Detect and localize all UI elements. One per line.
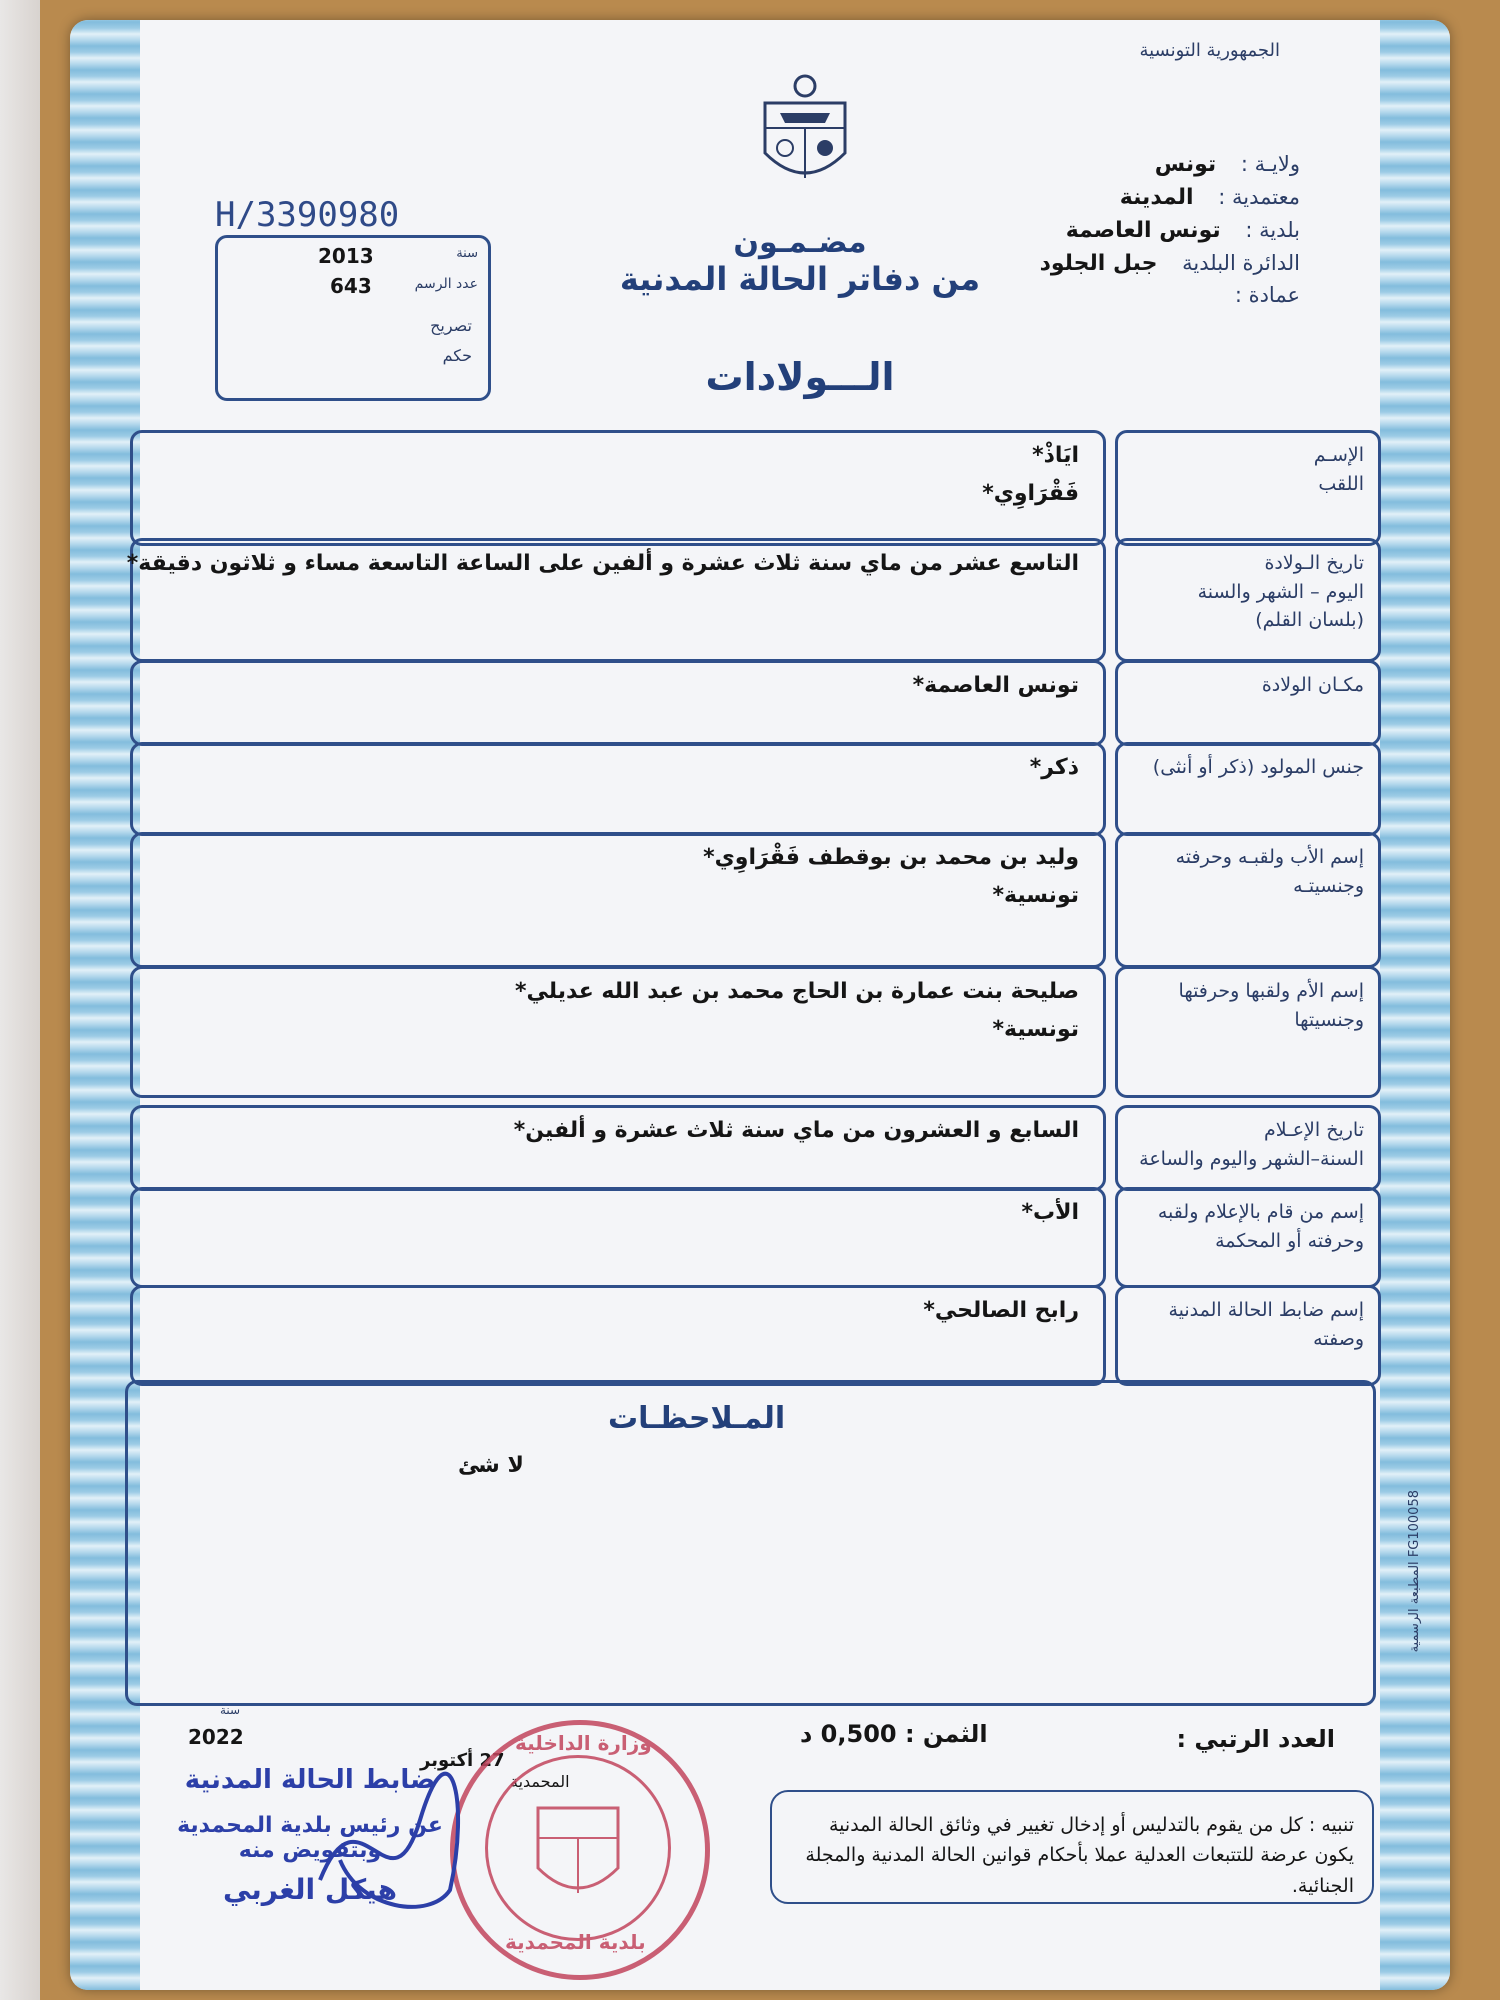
field-label-box [1115, 660, 1381, 746]
field-label: إسم من قام بالإعلام ولقبه وحرفته أو المحكمة [1157, 1201, 1364, 1252]
issue-year-label: سنة [220, 1703, 241, 1717]
field-label: تاريخ الإعـلام السنة–الشهر واليوم والساعة [1139, 1119, 1364, 1170]
tunisia-coat-of-arms-icon [750, 68, 860, 198]
field-label: جنس المولود (ذكر أو أنثى) [1152, 756, 1364, 778]
field-label: مكـان الولادة [1261, 674, 1364, 696]
field-value-box [130, 1285, 1106, 1386]
stamp-inner-ring [485, 1755, 671, 1941]
field-value-box [130, 966, 1106, 1098]
field-value: تونسية* [992, 883, 1079, 908]
field-value: ايَاذْ* [1032, 443, 1079, 468]
daira-label: الدائرة البلدية [1182, 251, 1300, 275]
imada-label: عمادة : [1234, 283, 1300, 307]
warning-text: تنبيه : كل من يقوم بالتدليس أو إدخال تغيير في وثائق الحالة المدنية يكون عرضة للتتبعات العدلية عملا بأحكام قوانين الحالة المدنية والمجلة الجنائية. [805, 1814, 1354, 1897]
decorative-border-right [1380, 20, 1450, 1990]
republic-title: الجمهورية التونسية [1139, 40, 1280, 61]
field-label-box [1115, 430, 1381, 546]
signature-line-1: ضابط الحالة المدنية [184, 1765, 436, 1795]
field-label: إسم الأم ولقبها وحرفتها وجنسيتها [1178, 980, 1364, 1031]
year-label: سنة [456, 246, 478, 261]
field-label-box [1115, 832, 1381, 968]
mootamadiya-line [940, 181, 1300, 214]
wilaya-value: تونس [1154, 152, 1217, 177]
birth-certificate-document [70, 20, 1450, 1990]
field-label-box [1115, 742, 1381, 836]
remarks-value: لا شئ [458, 1453, 524, 1478]
field-value-box [126, 538, 1106, 662]
field-label-box [1115, 966, 1381, 1098]
signature-line-4: هيكل الغربي [222, 1873, 398, 1906]
judgment-label: حكم [442, 346, 472, 365]
field-label: إسم الأب ولقبـه وحرفته وجنسيتـه [1175, 846, 1364, 897]
issue-date-value: 27 أكتوبر [420, 1750, 505, 1771]
field-value-box [130, 660, 1106, 746]
field-value: التاسع عشر من ماي سنة ثلاث عشرة و ألفين على الساعة التاسعة مساء و ثلاثون دقيقة* [126, 551, 1079, 576]
field-label: إسم ضابط الحالة المدنية وصفته [1168, 1299, 1364, 1350]
stamp-bottom-text: بلدية المحمدية [505, 1930, 646, 1954]
mootamadiya-value: المدينة [1119, 185, 1194, 210]
field-value-box [130, 832, 1106, 968]
document-title [550, 225, 1050, 298]
record-number-label: عدد الرسم [414, 276, 478, 292]
field-value-box [130, 1187, 1106, 1288]
field-value: صليحة بنت عمارة بن الحاج محمد بن عبد الله عديلي* [515, 979, 1079, 1004]
issue-place-value: المحمدية [510, 1772, 570, 1791]
wilaya-label: ولايـة : [1240, 152, 1300, 176]
field-value: تونس العاصمة* [912, 673, 1079, 698]
issue-year-value: 2022 [188, 1725, 244, 1749]
price-label: الثمن : [904, 1720, 988, 1748]
field-label: تاريخ الـولادة اليوم – الشهر والسنة (بلسان القلم) [1197, 552, 1364, 631]
field-value-box [130, 742, 1106, 836]
field-label: الإسـم اللقب [1313, 444, 1364, 495]
serial-order-label: العدد الرتبي : [1176, 1725, 1335, 1753]
wilaya-line [940, 148, 1300, 181]
printer-code: المطبعة الرسمية FG100058 [1407, 1490, 1422, 1653]
field-value: رابح الصالحي* [923, 1298, 1079, 1323]
price-line [800, 1720, 988, 1748]
section-title-births: الـــولادات [705, 355, 895, 399]
desk-background [0, 0, 40, 2000]
baladiya-value: تونس العاصمة [1065, 218, 1221, 243]
field-label-box [1115, 1187, 1381, 1288]
signature-line-3: وبتفويض منه [238, 1838, 382, 1863]
record-number-value: 643 [330, 274, 372, 298]
title-line-2: من دفاتر الحالة المدنية [619, 260, 981, 298]
field-value: فَقْرَاوِي* [982, 481, 1079, 506]
year-value: 2013 [318, 244, 374, 268]
remarks-box [125, 1380, 1376, 1706]
field-label-box [1115, 1285, 1381, 1386]
declaration-label: تصريح [430, 316, 472, 335]
stamp-top-text: وزارة الداخلية [515, 1731, 652, 1755]
handwritten-signature-icon [300, 1760, 500, 1930]
field-value: الأب* [1021, 1200, 1079, 1225]
price-value: 0,500 د [800, 1720, 897, 1748]
mootamadiya-label: معتمدية : [1218, 185, 1300, 209]
field-label-box [1115, 1105, 1381, 1191]
stamp-emblem-icon [488, 1758, 668, 1938]
field-value: السابع و العشرون من ماي سنة ثلاث عشرة و ألفين* [513, 1118, 1079, 1143]
serial-number: H/3390980 [215, 195, 400, 235]
remarks-title: المـلاحظـات [608, 1401, 786, 1436]
record-info-box [215, 235, 491, 401]
field-value: ذكر* [1029, 755, 1079, 780]
field-value-box [130, 1105, 1106, 1191]
field-value: وليد بن محمد بن بوقطف فَقْرَاوِي* [703, 845, 1079, 870]
daira-value: جبل الجلود [1039, 251, 1158, 276]
signature-line-2: عن رئيس بلدية المحمدية [177, 1813, 443, 1838]
field-value-box [130, 430, 1106, 546]
field-label-box [1115, 538, 1381, 662]
field-value: تونسية* [992, 1017, 1079, 1042]
warning-box [770, 1790, 1374, 1904]
title-line-1: مضـمـون [733, 225, 867, 260]
baladiya-label: بلدية : [1245, 218, 1300, 242]
